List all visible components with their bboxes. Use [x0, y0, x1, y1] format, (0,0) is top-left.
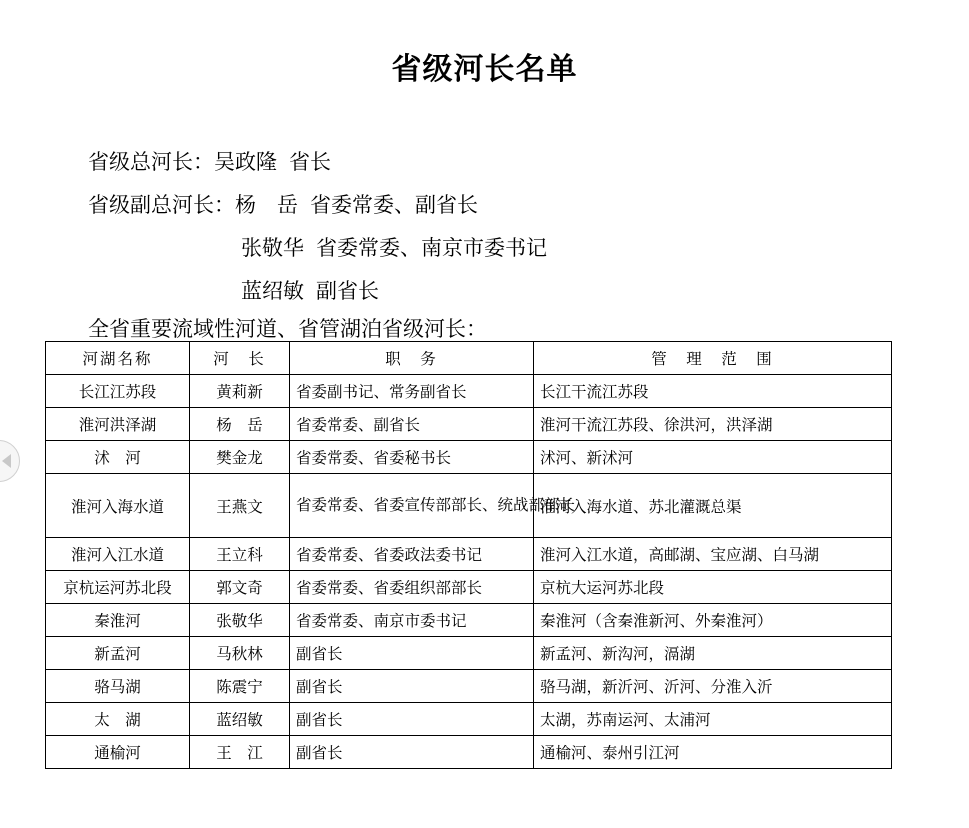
deputy-chief-name: 张敬华	[241, 236, 304, 260]
scope-cell: 沭河、新沭河	[534, 441, 892, 474]
river-chief-cell: 樊金龙	[190, 441, 290, 474]
deputy-chief-position: 副省长	[316, 279, 379, 303]
river-name-cell: 通榆河	[46, 736, 190, 769]
position-cell: 省委常委、省委组织部部长	[290, 571, 534, 604]
river-name-cell: 淮河洪泽湖	[46, 408, 190, 441]
position-cell: 省委副书记、常务副省长	[290, 375, 534, 408]
deputy-chief-line	[88, 189, 478, 219]
table-row	[46, 375, 892, 408]
scope-cell: 淮河干流江苏段、徐洪河，洪泽湖	[534, 408, 892, 441]
column-header-name: 河湖名称	[46, 342, 190, 375]
position-cell: 省委常委、南京市委书记	[290, 604, 534, 637]
river-name-cell: 淮河入江水道	[46, 538, 190, 571]
deputy-chief-name: 蓝绍敏	[241, 279, 304, 303]
scope-cell: 淮河入江水道，高邮湖、宝应湖、白马湖	[534, 538, 892, 571]
deputy-chief-name: 杨 岳	[235, 193, 298, 217]
deputy-chief-line	[241, 275, 379, 305]
scope-cell: 通榆河、泰州引江河	[534, 736, 892, 769]
scope-cell: 京杭大运河苏北段	[534, 571, 892, 604]
position-cell: 省委常委、省委宣传部部长、统战部部长	[290, 474, 534, 538]
deputy-chief-label: 省级副总河长：	[88, 193, 235, 217]
scope-cell: 新孟河、新沟河，滆湖	[534, 637, 892, 670]
column-header-position: 职 务	[290, 342, 534, 375]
river-name-cell: 京杭运河苏北段	[46, 571, 190, 604]
table-row	[46, 637, 892, 670]
river-chief-cell: 蓝绍敏	[190, 703, 290, 736]
section-heading: 全省重要流域性河道、省管湖泊省级河长：	[88, 317, 487, 341]
scope-cell: 淮河入海水道、苏北灌溉总渠	[534, 474, 892, 538]
table-row	[46, 408, 892, 441]
table-header-row	[46, 342, 892, 375]
table-row	[46, 441, 892, 474]
table-row	[46, 604, 892, 637]
river-name-cell: 太 湖	[46, 703, 190, 736]
river-chief-cell: 王燕文	[190, 474, 290, 538]
scope-cell: 秦淮河（含秦淮新河、外秦淮河）	[534, 604, 892, 637]
river-name-cell: 淮河入海水道	[46, 474, 190, 538]
river-chief-cell: 郭文奇	[190, 571, 290, 604]
river-chief-table	[45, 341, 892, 769]
table-row	[46, 736, 892, 769]
position-cell: 省委常委、副省长	[290, 408, 534, 441]
general-chief-name: 吴政隆	[214, 150, 277, 174]
river-chief-cell: 王立科	[190, 538, 290, 571]
deputy-chief-position: 省委常委、副省长	[310, 193, 478, 217]
page-title: 省级河长名单	[391, 52, 578, 87]
table-row	[46, 571, 892, 604]
position-cell: 副省长	[290, 637, 534, 670]
table-row	[46, 670, 892, 703]
table-row	[46, 703, 892, 736]
table-row	[46, 474, 892, 538]
table-row	[46, 538, 892, 571]
position-cell: 省委常委、省委政法委书记	[290, 538, 534, 571]
chevron-left-icon	[2, 454, 11, 468]
river-chief-cell: 马秋林	[190, 637, 290, 670]
general-chief-position: 省长	[289, 150, 331, 174]
river-chief-cell: 张敬华	[190, 604, 290, 637]
position-cell: 副省长	[290, 736, 534, 769]
scope-cell: 太湖，苏南运河、太浦河	[534, 703, 892, 736]
previous-page-button[interactable]	[0, 440, 20, 482]
column-header-scope: 管 理 范 围	[534, 342, 892, 375]
deputy-chief-position: 省委常委、南京市委书记	[316, 236, 547, 260]
position-cell: 副省长	[290, 670, 534, 703]
column-header-chief: 河 长	[190, 342, 290, 375]
river-chief-cell: 黄莉新	[190, 375, 290, 408]
river-name-cell: 新孟河	[46, 637, 190, 670]
river-chief-cell: 陈震宁	[190, 670, 290, 703]
position-cell: 省委常委、省委秘书长	[290, 441, 534, 474]
river-name-cell: 长江江苏段	[46, 375, 190, 408]
river-name-cell: 沭 河	[46, 441, 190, 474]
general-chief-label: 省级总河长：	[88, 150, 214, 174]
river-chief-cell: 杨 岳	[190, 408, 290, 441]
scope-cell: 骆马湖，新沂河、沂河、分淮入沂	[534, 670, 892, 703]
position-cell: 副省长	[290, 703, 534, 736]
general-chief-line	[88, 146, 331, 176]
river-name-cell: 骆马湖	[46, 670, 190, 703]
river-name-cell: 秦淮河	[46, 604, 190, 637]
deputy-chief-line	[241, 232, 547, 262]
river-chief-cell: 王 江	[190, 736, 290, 769]
scope-cell: 长江干流江苏段	[534, 375, 892, 408]
